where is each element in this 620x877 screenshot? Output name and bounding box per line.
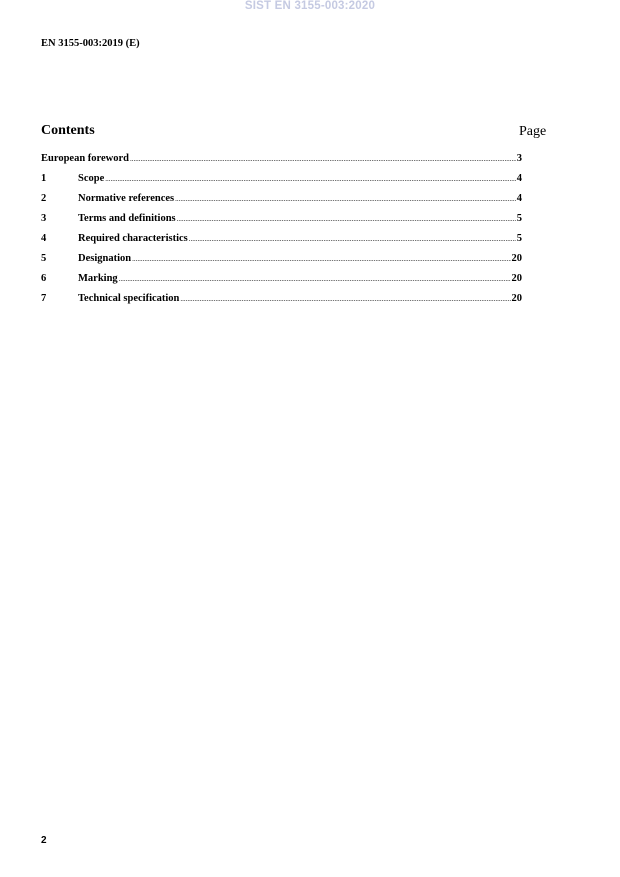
toc-entry-marking[interactable] [41, 273, 522, 293]
toc-entry-terms-and-definitions[interactable] [41, 213, 522, 233]
toc-leader-dots [175, 195, 516, 203]
toc-entry-page: 5 [516, 233, 522, 244]
toc-entry-title: Technical specification [78, 293, 180, 304]
toc-entry-number: 2 [41, 193, 47, 204]
toc-entry-technical-specification[interactable] [41, 293, 522, 313]
toc-entry-number: 4 [41, 233, 47, 244]
toc-entry-page: 5 [516, 213, 522, 224]
toc-entry-foreword[interactable] [41, 153, 522, 173]
toc-entry-number: 1 [41, 173, 47, 184]
toc-entry-number: 3 [41, 213, 47, 224]
toc-entry-number: 6 [41, 273, 47, 284]
toc-leader-dots [105, 175, 516, 183]
toc-entry-designation[interactable] [41, 253, 522, 273]
toc-entry-page: 20 [511, 253, 522, 264]
toc-entry-required-characteristics[interactable] [41, 233, 522, 253]
toc-entry-page: 20 [511, 273, 522, 284]
toc-entry-title: Designation [78, 253, 132, 264]
document-identifier: EN 3155-003:2019 (E) [41, 38, 140, 49]
toc-entry-normative-references[interactable] [41, 193, 522, 213]
contents-heading: Contents [41, 123, 95, 138]
toc-entry-page: 20 [511, 293, 522, 304]
toc-leader-dots [177, 215, 516, 223]
toc-entry-page: 4 [516, 193, 522, 204]
toc-leader-dots [132, 255, 510, 263]
toc-entry-page: 4 [516, 173, 522, 184]
table-of-contents [41, 153, 522, 313]
toc-entry-title: Scope [78, 173, 105, 184]
toc-leader-dots [119, 275, 511, 283]
toc-leader-dots [130, 155, 516, 163]
toc-leader-dots [189, 235, 516, 243]
toc-entry-title: Terms and definitions [78, 213, 176, 224]
toc-entry-number: 5 [41, 253, 47, 264]
toc-entry-title: Required characteristics [78, 233, 188, 244]
toc-leader-dots [180, 295, 510, 303]
toc-entry-page: 3 [516, 153, 522, 164]
toc-entry-title: Marking [78, 273, 118, 284]
toc-entry-scope[interactable] [41, 173, 522, 193]
toc-entry-title: Normative references [78, 193, 175, 204]
page-number: 2 [41, 835, 47, 846]
watermark-text: SIST EN 3155-003:2020 [244, 0, 376, 12]
toc-entry-number: 7 [41, 293, 47, 304]
toc-entry-title: European foreword [41, 153, 129, 164]
page-column-heading: Page [519, 124, 547, 139]
